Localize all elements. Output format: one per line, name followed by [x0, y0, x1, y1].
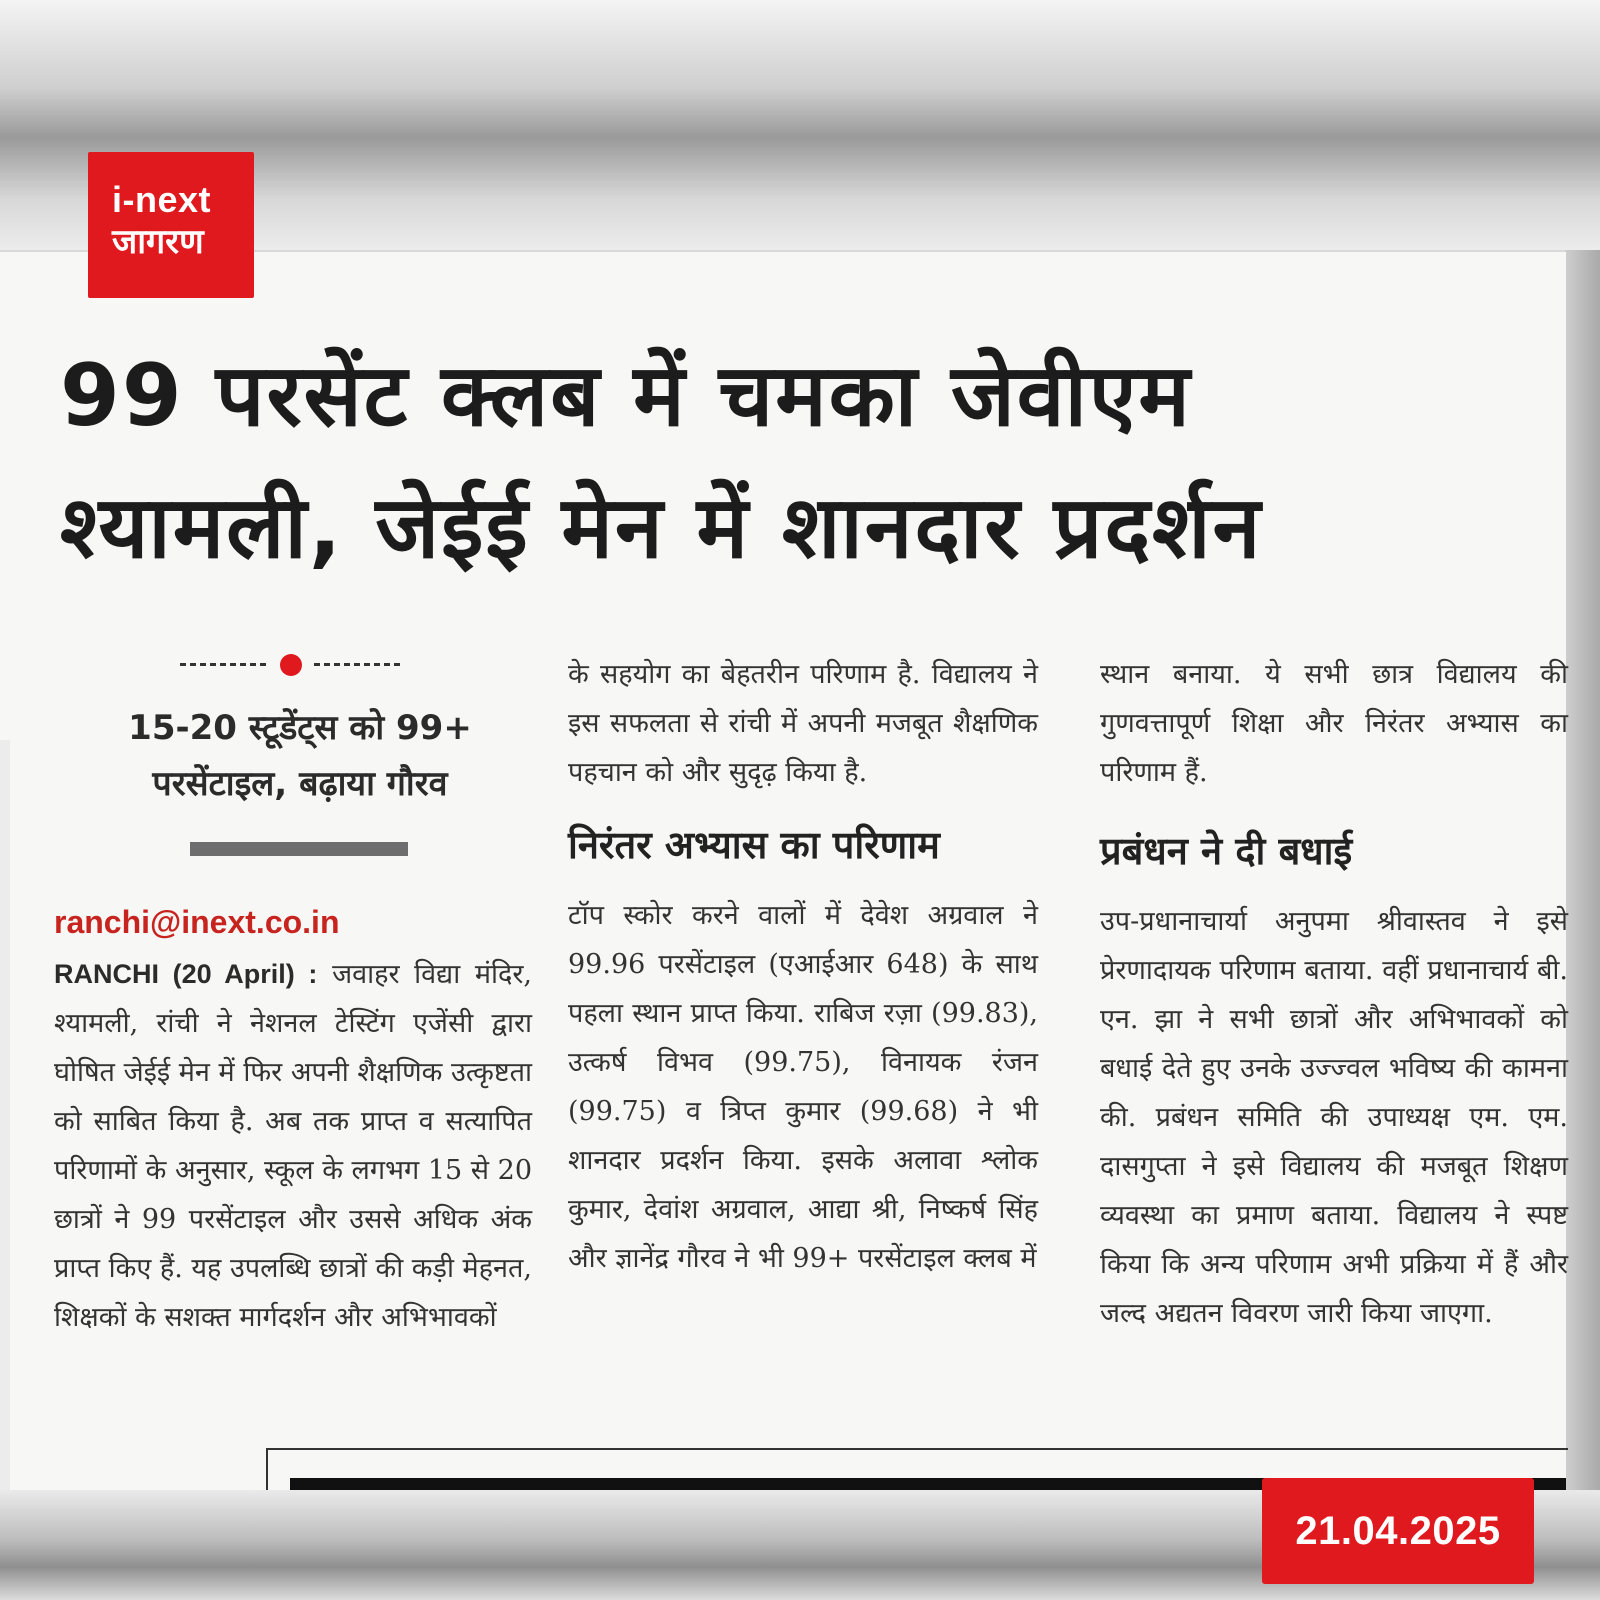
headline: [60, 330, 1560, 594]
column-3-para-1: स्थान बनाया. ये सभी छात्र विद्यालय की गुणवत्तापूर्ण शिक्षा और निरंतर अभ्यास का परिणाम हैं.: [1100, 659, 1568, 788]
column-2-para-2: टॉप स्कोर करने वालों में देवेश अग्रवाल ने 99.96 परसेंटाइल (एआईआर 648) के साथ पहला स्थान प्राप्त किया. राबिज रज़ा (99.83), उत्कर्ष विभव (99.75), विनायक रंजन (99.75) व त्रिप्त कुमार (99.68) ने भी शानदार प्रदर्शन किया. इसके अलावा श्लोक कुमार, देवांश अग्रवाल, आद्या श्री, निष्कर्ष सिंह और ज्ञानेंद्र गौरव ने भी 99+ परसेंटाइल क्लब में: [568, 900, 1038, 1274]
logo-text-line2: जागरण: [112, 223, 204, 261]
logo-text-line1: i-next: [112, 179, 212, 220]
column-1-text: जवाहर विद्या मंदिर, श्यामली, रांची ने नेशनल टेस्टिंग एजेंसी द्वारा घोषित जेईई मेन में फिर अपनी शैक्षणिक उत्कृष्टता को साबित किया है. अब तक प्राप्त व सत्यापित परिणामों के अनुसार, स्कूल के लगभग 15 से 20 छात्रों ने 99 परसेंटाइल और उससे अधिक अंक प्राप्त किए हैं. यह उपलब्धि छात्रों की कड़ी मेहनत, शिक्षकों के सशक्त मार्गदर्शन और अभिभावकों: [54, 959, 532, 1333]
subheadline: 15-20 स्टूडेंट्स को 99+ परसेंटाइल, बढ़ाया गौरव: [128, 708, 472, 804]
headline-line1: 99 परसेंट क्लब में चमका जेवीएम: [60, 346, 1192, 446]
paper-edge: [0, 740, 10, 1490]
column-2: [568, 650, 1038, 1283]
dateline: RANCHI (20 April) :: [54, 959, 318, 989]
reporter-email: ranchi@inext.co.in: [54, 904, 340, 940]
column-3-heading: प्रबंधन ने दी बधाई: [1100, 829, 1353, 873]
headline-line2: श्यामली, जेईई मेन में शानदार प्रदर्शन: [60, 478, 1263, 578]
column-1: [54, 950, 532, 1342]
inext-jagran-logo: [88, 152, 254, 298]
ornament-dash-left: [180, 663, 268, 666]
column-2-heading: निरंतर अभ्यास का परिणाम: [568, 823, 940, 867]
column-3: [1100, 650, 1568, 1338]
blurred-background-right: [1565, 250, 1600, 1490]
red-dot-icon: [280, 654, 302, 676]
divider-rule: [190, 842, 408, 856]
ornament-dash-right: [314, 663, 402, 666]
subhead-ornament: [180, 652, 402, 676]
column-3-para-2: उप-प्रधानाचार्या अनुपमा श्रीवास्तव ने इसे प्रेरणादायक परिणाम बताया. वहीं प्रधानाचार्य बी. एन. झा ने सभी छात्रों और अभिभावकों को बधाई देते हुए उनके उज्ज्वल भविष्य की कामना की. प्रबंधन समिति की उपाध्यक्ष एम. एम. दासगुप्ता ने इसे विद्यालय की मजबूत शिक्षण व्यवस्था का प्रमाण बताया. विद्यालय ने स्पष्ट किया कि अन्य परिणाम अभी प्रक्रिया में हैं और जल्द अद्यतन विवरण जारी किया जाएगा.: [1100, 906, 1568, 1329]
column-2-para-1: के सहयोग का बेहतरीन परिणाम है. विद्यालय ने इस सफलता से रांची में अपनी मजबूत शैक्षणिक पहचान को और सुदृढ़ किया है.: [568, 659, 1038, 788]
date-badge: 21.04.2025: [1262, 1478, 1534, 1584]
